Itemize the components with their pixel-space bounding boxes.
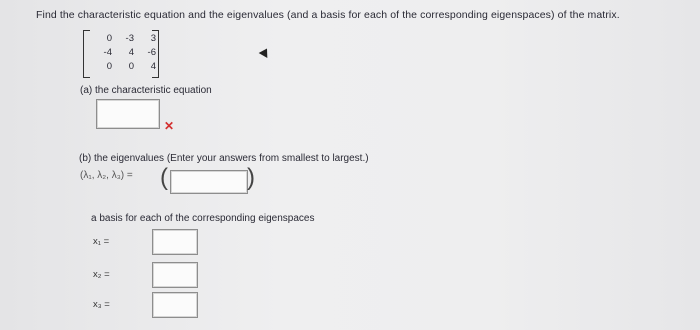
matrix [83, 30, 159, 76]
x2-basis-input[interactable] [152, 262, 198, 288]
matrix-cell: 3 [150, 32, 156, 44]
eigenvalue-tuple-label: (λ₁, λ₂, λ₃) = [80, 170, 133, 181]
matrix-cell: -6 [147, 46, 156, 58]
matrix-cell: -3 [125, 32, 134, 44]
matrix-cell: 4 [150, 60, 156, 72]
matrix-cell: 0 [106, 60, 112, 72]
matrix-row [91, 31, 157, 45]
x1-basis-input[interactable] [152, 229, 198, 255]
x2-label: x₂ = [93, 269, 110, 280]
x1-label: x₁ = [93, 236, 110, 247]
incorrect-mark-icon: ✕ [164, 119, 175, 133]
matrix-row [91, 45, 157, 59]
x3-basis-input[interactable] [152, 292, 198, 318]
basis-label: a basis for each of the corresponding eigenspaces [91, 213, 315, 224]
matrix-row [91, 59, 157, 73]
matrix-table [91, 31, 157, 73]
close-paren: ) [247, 164, 255, 191]
eigenvalues-input[interactable] [170, 170, 248, 194]
x3-label: x₃ = [93, 299, 110, 310]
open-paren: ( [160, 164, 168, 191]
matrix-cell: 0 [106, 32, 112, 44]
question-text: Find the characteristic equation and the eigenvalues (and a basis for each of the corresponding eigenspaces) of the matrix. [36, 9, 620, 21]
matrix-cell: 0 [128, 60, 134, 72]
matrix-cell: -4 [103, 46, 112, 58]
mouse-cursor-icon [259, 46, 272, 58]
part-a-label: (a) the characteristic equation [80, 85, 212, 96]
matrix-left-bracket [83, 30, 90, 78]
part-b-label: (b) the eigenvalues (Enter your answers from smallest to largest.) [79, 153, 369, 164]
characteristic-equation-input[interactable] [96, 99, 160, 129]
matrix-cell: 4 [128, 46, 134, 58]
matrix-right-bracket [152, 30, 159, 78]
